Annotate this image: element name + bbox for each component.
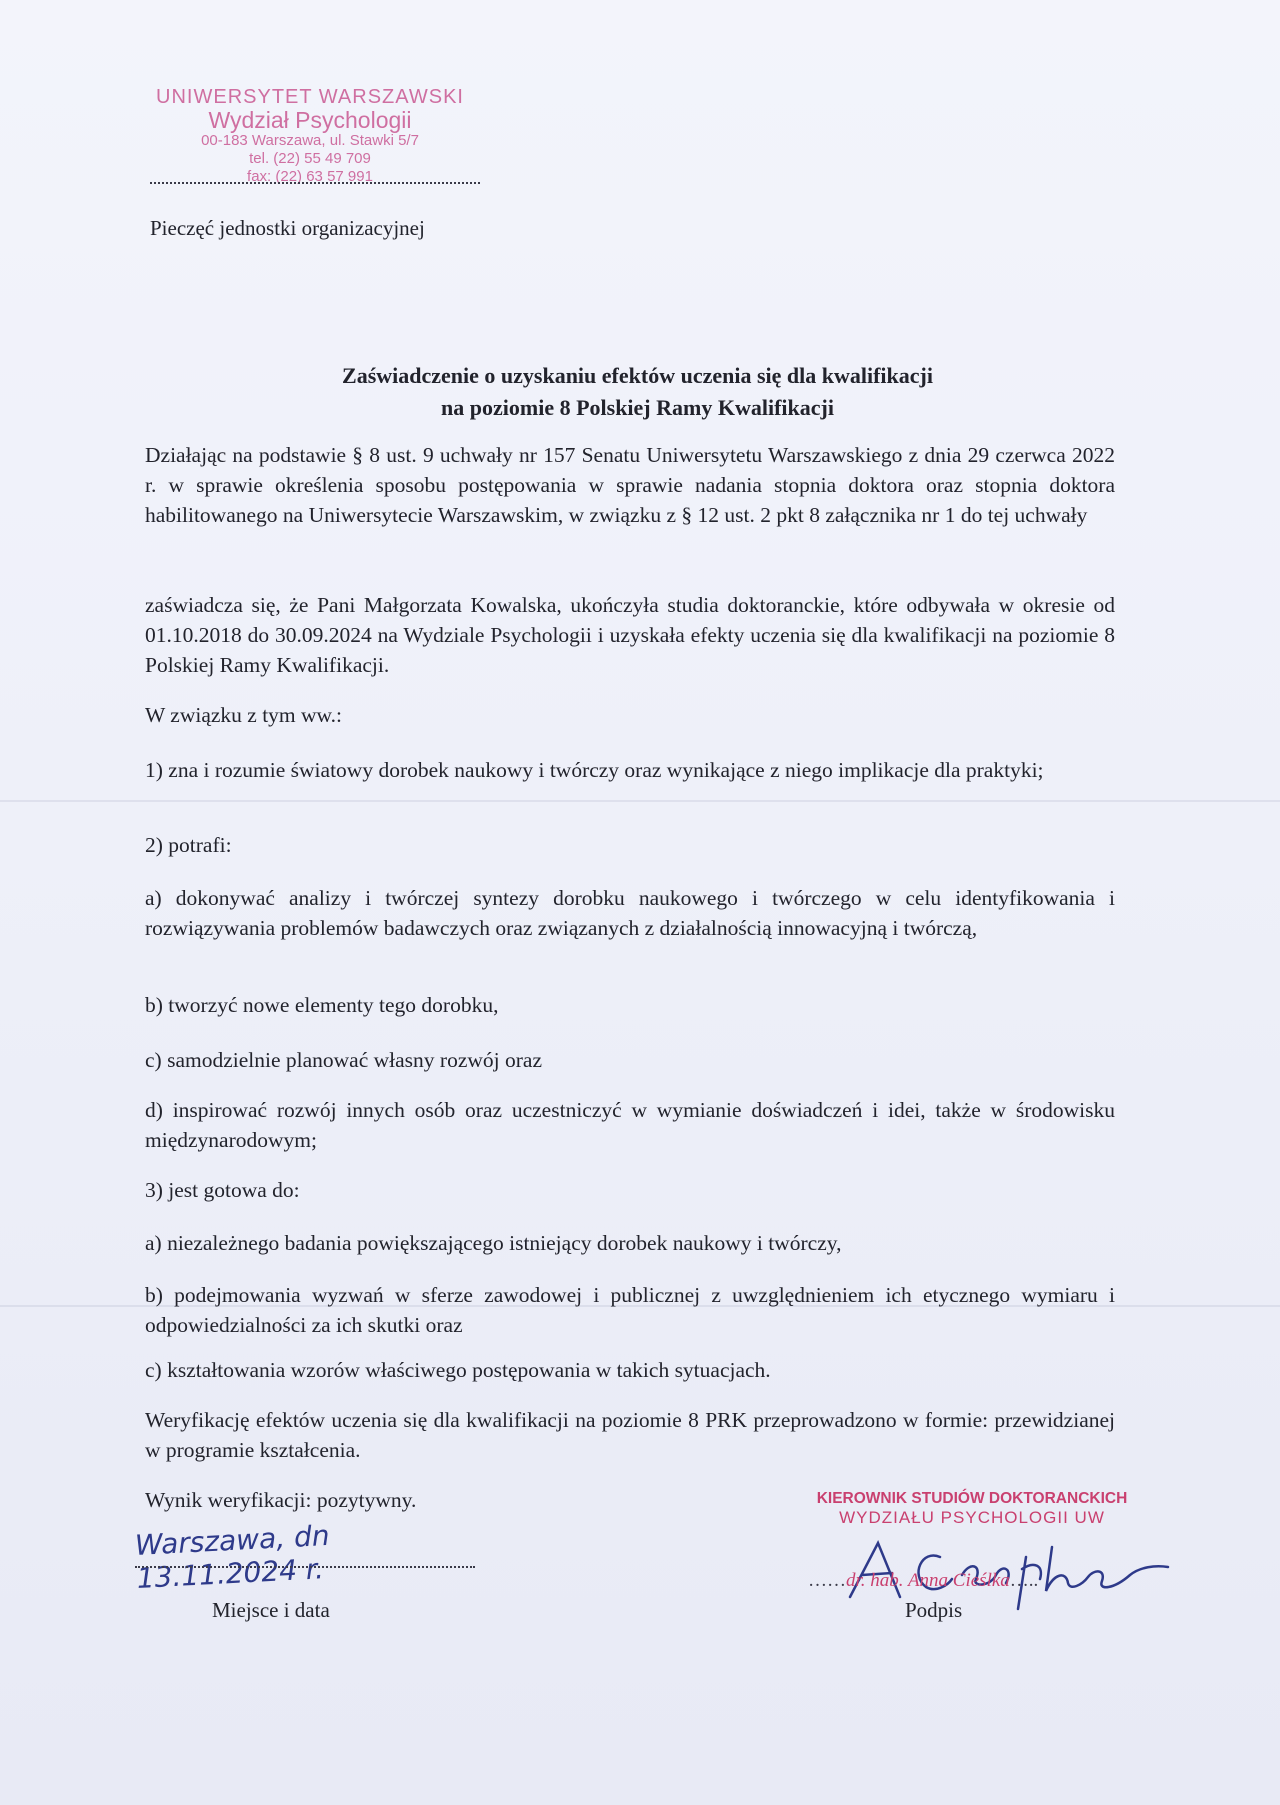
paper-fold bbox=[0, 800, 1280, 802]
director-stamp bbox=[812, 1490, 1132, 1528]
title-line-2: na poziomie 8 Polskiej Ramy Kwalifikacji bbox=[441, 395, 834, 420]
outcome-3c: c) kształtowania wzorów właściwego postępowania w takich sytuacjach. bbox=[145, 1358, 771, 1382]
stamp-address: 00-183 Warszawa, ul. Stawki 5/7 bbox=[201, 132, 419, 149]
stamp-fax: fax: (22) 63 57 991 bbox=[247, 168, 373, 185]
stamp-faculty: Wydział Psychologii bbox=[208, 107, 412, 133]
outcomes-intro: W związku z tym ww.: bbox=[145, 703, 343, 727]
signer-line: ……dr. hab. Anna Cieślka….. bbox=[808, 1570, 1039, 1591]
stamp-dotted-line bbox=[150, 168, 480, 184]
signature-caption: Podpis bbox=[905, 1598, 963, 1622]
place-date-dotted-line bbox=[135, 1566, 475, 1568]
outcome-3b: b) podejmowania wyzwań w sferze zawodowej i publicznej z uwzględnieniem ich etycznego wymiaru i odpowiedzialności za ich skutki oraz bbox=[145, 1283, 1115, 1337]
stamp-phone: tel. (22) 55 49 709 bbox=[249, 150, 371, 167]
verification-form-paragraph: Weryfikację efektów uczenia się dla kwalifikacji na poziomie 8 PRK przeprowadzono w formie: przewidzianej w programie kształcenia. bbox=[145, 1408, 1115, 1462]
legal-basis-paragraph: Działając na podstawie § 8 ust. 9 uchwały nr 157 Senatu Uniwersytetu Warszawskiego z dnia 29 czerwca 2022 r. w sprawie określenia sposobu postępowania w sprawie nadania stopnia doktora oraz stopnia doktora habilitowanego na Uniwersytecie Warszawskim, w związku z § 12 ust. 2 pkt 8 załącznika nr 1 do tej uchwały bbox=[145, 443, 1115, 527]
outcome-1: 1) zna i rozumie światowy dorobek naukowy i twórczy oraz wynikające z niego implikacje dla praktyki; bbox=[145, 758, 1044, 782]
certification-paragraph: zaświadcza się, że Pani Małgorzata Kowalska, ukończyła studia doktoranckie, które odbywała w okresie od 01.10.2018 do 30.09.2024 na Wydziale Psychologii i uzyskała efekty uczenia się dla kwalifikacji na poziomie 8 Polskiej Ramy Kwalifikacji. bbox=[145, 593, 1115, 677]
outcome-2c: c) samodzielnie planować własny rozwój oraz bbox=[145, 1048, 542, 1072]
outcome-2b: b) tworzyć nowe elementy tego dorobku, bbox=[145, 993, 499, 1017]
stamp-caption: Pieczęć jednostki organizacyjnej bbox=[150, 216, 425, 240]
handwritten-place-date: Warszawa, dn 13.11.2024 r. bbox=[134, 1518, 331, 1595]
title-line-1: Zaświadczenie o uzyskaniu efektów uczenia się dla kwalifikacji bbox=[342, 363, 933, 388]
stamp-university: UNIWERSYTET WARSZAWSKI bbox=[156, 86, 464, 108]
outcome-2a: a) dokonywać analizy i twórczej syntezy dorobku naukowego i twórczego w celu identyfikowania i rozwiązywania problemów badawczych oraz związanych z działalnością innowacyjną i twórczą, bbox=[145, 886, 1115, 940]
verification-result: Wynik weryfikacji: pozytywny. bbox=[145, 1488, 417, 1512]
outcome-2: 2) potrafi: bbox=[145, 833, 232, 857]
outcome-3a: a) niezależnego badania powiększającego istniejący dorobek naukowy i twórczy, bbox=[145, 1231, 842, 1255]
document-title bbox=[160, 360, 1115, 424]
place-date-caption: Miejsce i data bbox=[212, 1598, 330, 1622]
outcome-3: 3) jest gotowa do: bbox=[145, 1178, 300, 1202]
outcome-2d: d) inspirować rozwój innych osób oraz uczestniczyć w wymianie doświadczeń i idei, także w środowisku międzynarodowym; bbox=[145, 1098, 1115, 1152]
director-stamp-faculty: WYDZIAŁU PSYCHOLOGII UW bbox=[839, 1508, 1105, 1527]
signer-name: dr. hab. Anna Cieślka bbox=[846, 1570, 1010, 1591]
director-stamp-title: KIEROWNIK STUDIÓW DOKTORANCKICH bbox=[816, 1490, 1128, 1507]
